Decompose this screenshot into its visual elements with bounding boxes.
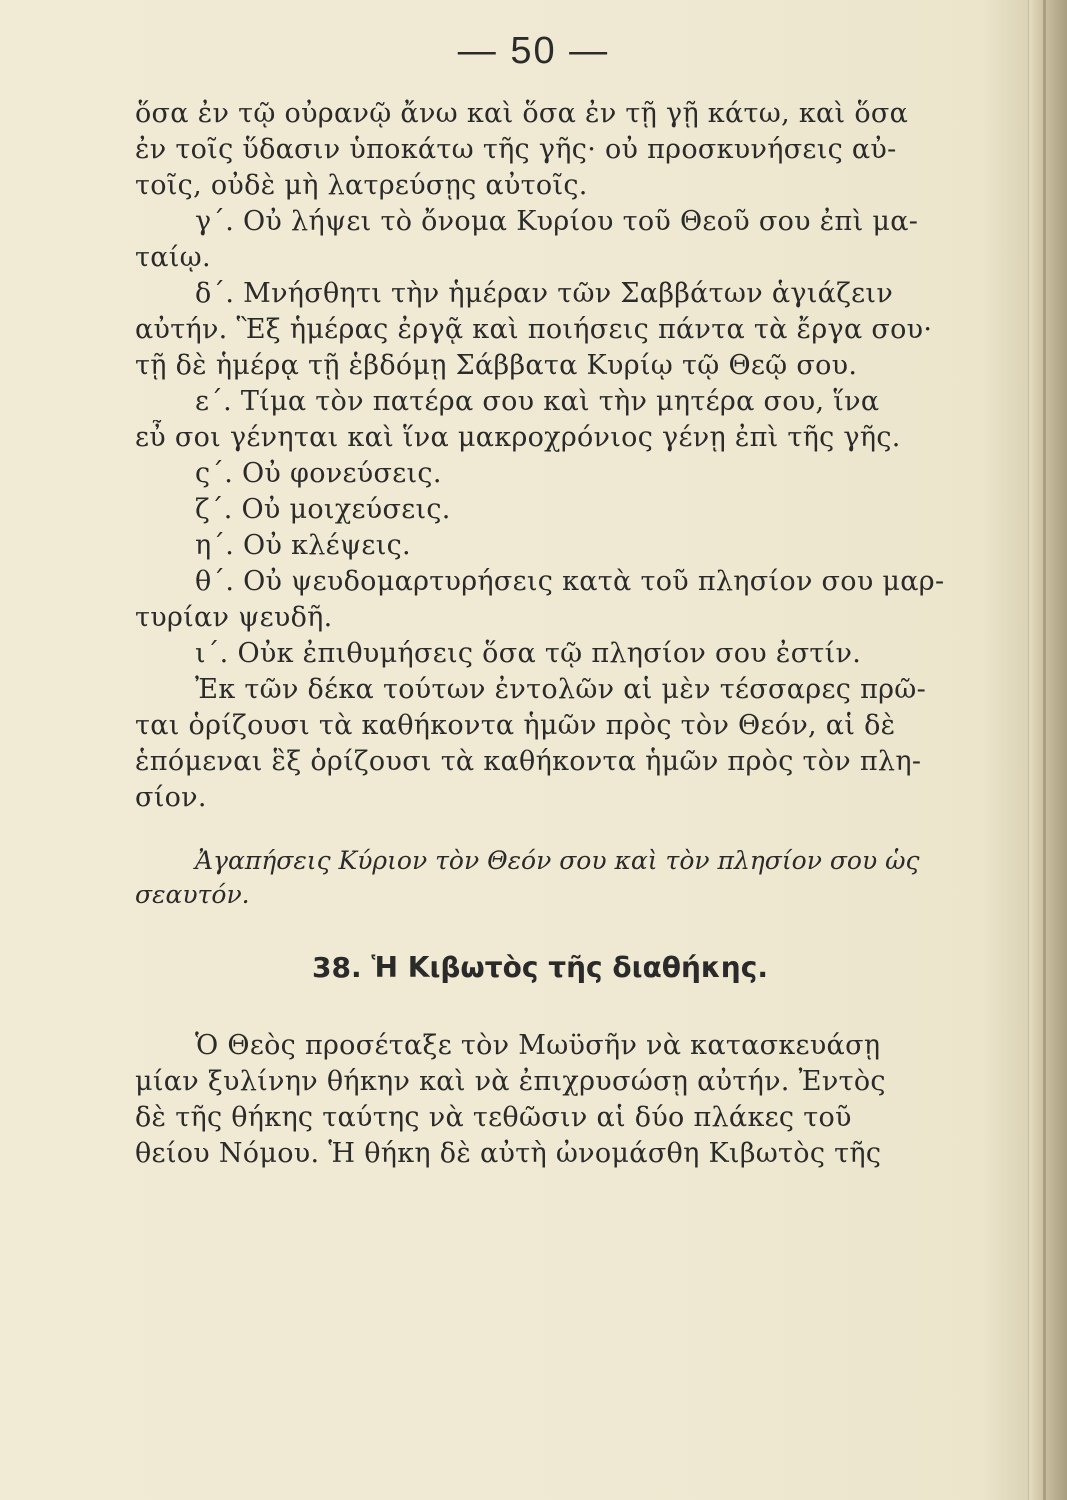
- text-line: ται ὁρίζουσι τὰ καθήκοντα ἡμῶν πρὸς τὸν Θεόν, αἱ δὲ: [135, 710, 896, 741]
- spacer: [135, 912, 945, 940]
- text-line: αὐτήν. Ἓξ ἡμέρας ἐργᾷ καὶ ποιήσεις πάντα τὰ ἔργα σου·: [135, 314, 933, 345]
- commandment-9: θ΄. Οὐ ψευδομαρτυρήσεις κατὰ τοῦ πλησίον σου μαρ-: [195, 566, 945, 597]
- text-line: μίαν ξυλίνην θήκην καὶ νὰ ἐπιχρυσώσῃ αὐτήν. Ἐντὸς: [135, 1066, 886, 1097]
- text-line: τυρίαν ψευδῆ.: [135, 602, 333, 633]
- section-paragraph: Ὁ Θεὸς προσέταξε τὸν Μωϋσῆν νὰ κατασκευάσῃ: [195, 1030, 881, 1061]
- commandment-6: ς΄. Οὐ φονεύσεις.: [195, 458, 442, 489]
- book-binding-edge: [1028, 0, 1067, 1500]
- spacer: [135, 816, 945, 844]
- commandment-4: δ΄. Μνήσθητι τὴν ἡμέραν τῶν Σαββάτων ἁγιάζειν: [195, 278, 894, 309]
- text-line: θείου Νόμου. Ἡ θήκη δὲ αὐτὴ ὠνομάσθη Κιβωτὸς τῆς: [135, 1138, 882, 1169]
- text-line: εὖ σοι γένηται καὶ ἵνα μακροχρόνιος γένῃ ἐπὶ τῆς γῆς.: [135, 422, 901, 453]
- page-body: [135, 96, 945, 1172]
- text-line: σίον.: [135, 782, 207, 813]
- text-line: δὲ τῆς θήκης ταύτης νὰ τεθῶσιν αἱ δύο πλάκες τοῦ: [135, 1102, 852, 1133]
- section-title: 38. Ἡ Κιβωτὸς τῆς διαθήκης.: [312, 951, 768, 984]
- commandment-3: γ΄. Οὐ λήψει τὸ ὄνομα Κυρίου τοῦ Θεοῦ σου ἐπὶ μα-: [195, 206, 919, 237]
- summary-paragraph: Ἐκ τῶν δέκα τούτων ἐντολῶν αἱ μὲν τέσσαρες πρῶ-: [195, 674, 927, 705]
- commandment-7: ζ΄. Οὐ μοιχεύσεις.: [195, 494, 451, 525]
- commandment-10: ι΄. Οὐκ ἐπιθυμήσεις ὅσα τῷ πλησίον σου ἐστίν.: [195, 638, 862, 669]
- text-line: ταίῳ.: [135, 242, 211, 273]
- page-number: — 50 —: [457, 30, 610, 72]
- text-line: ἐν τοῖς ὕδασιν ὑποκάτω τῆς γῆς· οὐ προσκυνήσεις αὐ-: [135, 134, 897, 165]
- text-line: ὅσα ἐν τῷ οὐρανῷ ἄνω καὶ ὅσα ἐν τῇ γῇ κάτω, καὶ ὅσα: [135, 98, 909, 129]
- quote-line: Ἀγαπήσεις Κύριον τὸν Θεόν σου καὶ τὸν πλησίον σου ὡς: [195, 846, 920, 875]
- commandment-8: η΄. Οὐ κλέψεις.: [195, 530, 411, 561]
- text-line: τῇ δὲ ἡμέρᾳ τῇ ἑβδόμῃ Σάββατα Κυρίῳ τῷ Θεῷ σου.: [135, 350, 858, 381]
- text-line: ἑπόμεναι ἓξ ὁρίζουσι τὰ καθήκοντα ἡμῶν πρὸς τὸν πλη-: [135, 746, 922, 777]
- quote-line: σεαυτόν.: [135, 880, 250, 909]
- commandment-5: ε΄. Τίμα τὸν πατέρα σου καὶ τὴν μητέρα σου, ἵνα: [195, 386, 880, 417]
- text-line: τοῖς, οὐδὲ μὴ λατρεύσῃς αὐτοῖς.: [135, 170, 588, 201]
